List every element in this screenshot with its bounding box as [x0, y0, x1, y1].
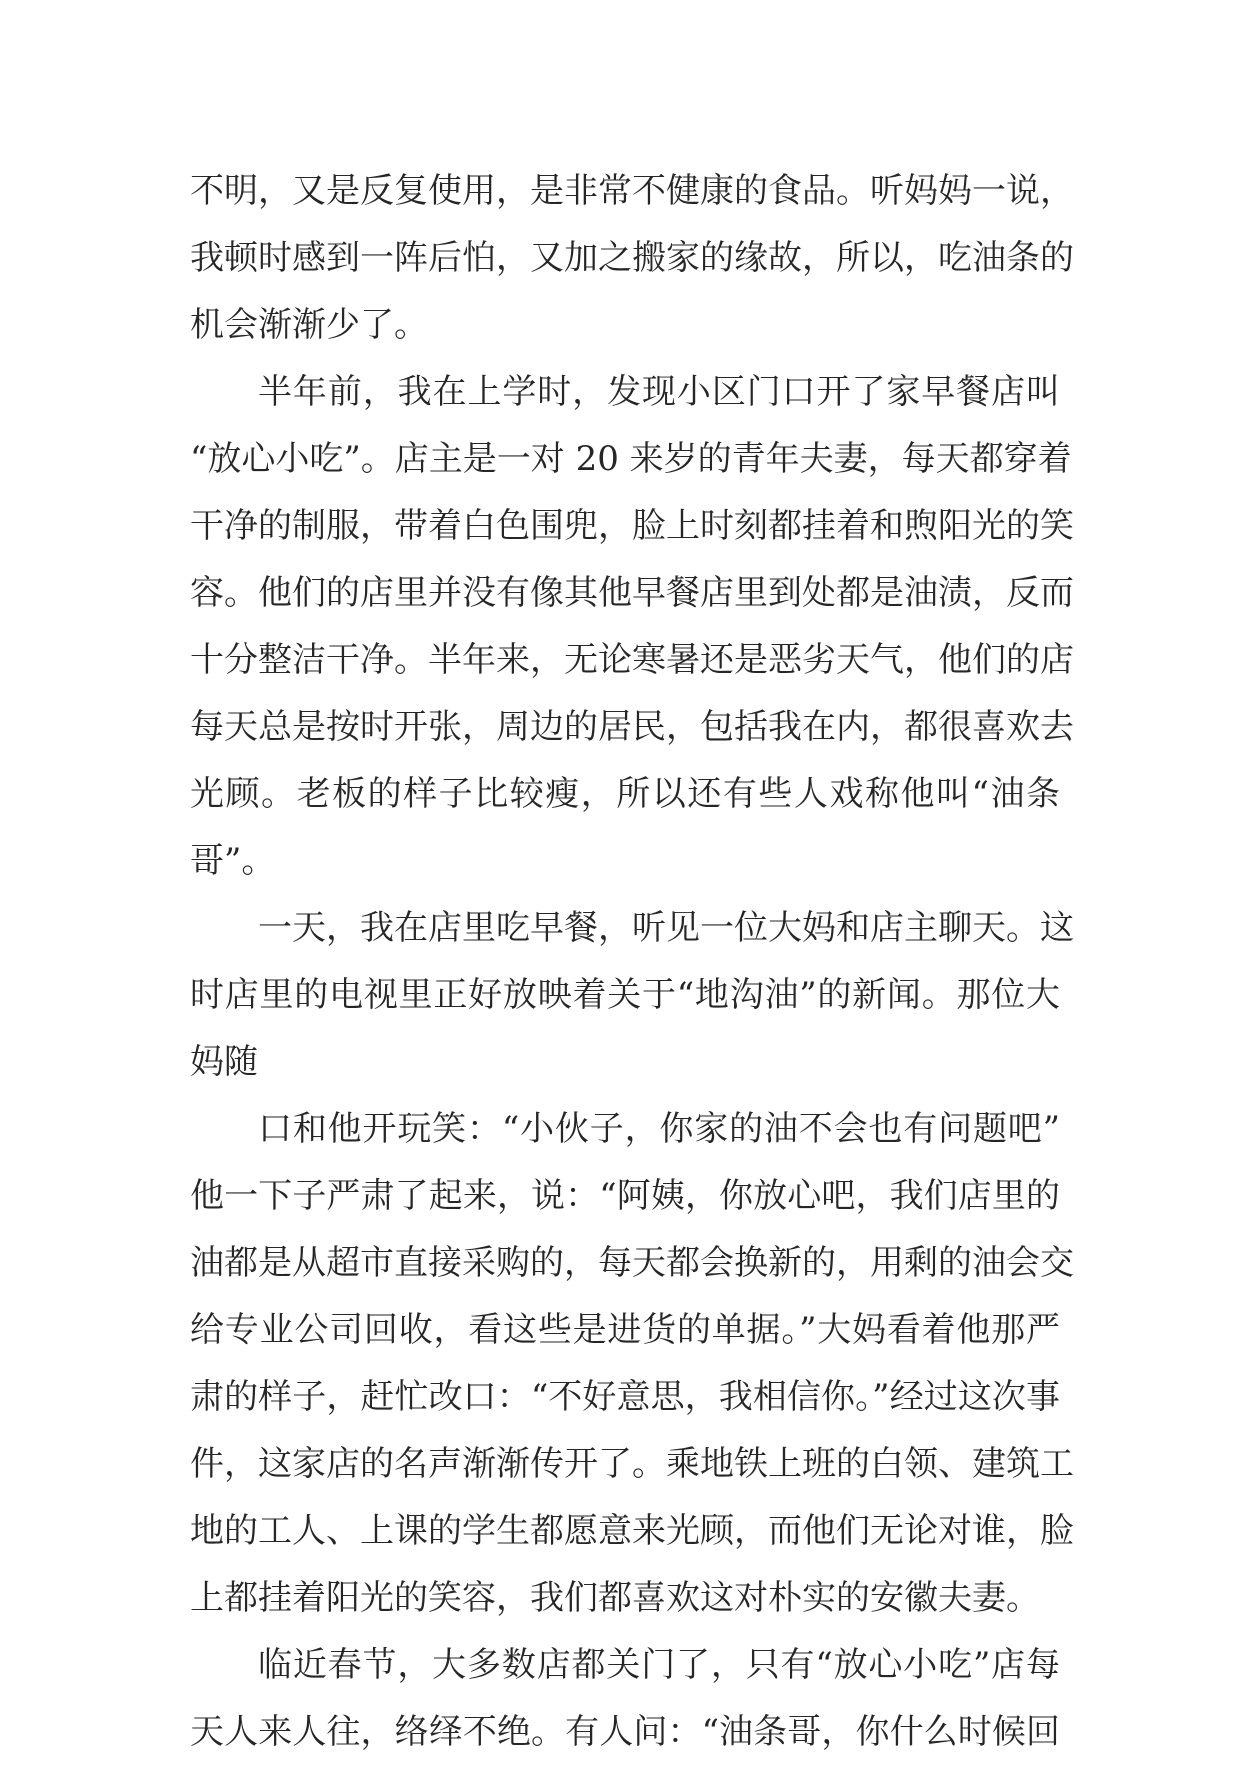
text-line: 临近春节，大多数店都关门了，只有“放心小吃”店每 — [258, 1645, 1060, 1685]
text-line: 给专业公司回收，看这些是进货的单据。”大妈看着他那严 — [190, 1310, 1060, 1350]
text-line: 不明，又是反复使用，是非常不健康的食品。听妈妈一说， — [190, 171, 1074, 211]
document-body-text — [190, 158, 1074, 1766]
text-line: 他一下子严肃了起来，说：“阿姨，你放心吧，我们店里的 — [190, 1176, 1060, 1216]
text-line: 天人来人往，络绎不绝。有人问：“油条哥，你什么时候回 — [190, 1712, 1060, 1752]
text-line: 地的工人、上课的学生都愿意来光顾，而他们无论对谁，脸 — [190, 1511, 1074, 1551]
text-line: 上都挂着阳光的笑容，我们都喜欢这对朴实的安徽夫妻。 — [190, 1578, 1040, 1618]
text-line: 油都是从超市直接采购的，每天都会换新的，用剩的油会交 — [190, 1243, 1074, 1283]
text-line: 容。他们的店里并没有像其他早餐店里到处都是油渍，反而 — [190, 573, 1074, 613]
text-line: 口和他开玩笑：“小伙子，你家的油不会也有问题吧” — [258, 1109, 1060, 1149]
text-line: 一天，我在店里吃早餐，听见一位大妈和店主聊天。这 — [258, 908, 1074, 948]
text-line: “放心小吃”。店主是一对 20 来岁的青年夫妻，每天都穿着 — [190, 439, 1072, 479]
text-line: 妈随 — [190, 1042, 258, 1082]
text-line: 半年前，我在上学时，发现小区门口开了家早餐店叫 — [258, 372, 1060, 412]
text-line: 机会渐渐少了。 — [190, 305, 428, 345]
text-line: 时店里的电视里正好放映着关于“地沟油”的新闻。那位大 — [190, 975, 1060, 1015]
text-line: 哥”。 — [190, 841, 276, 881]
text-line: 我顿时感到一阵后怕，又加之搬家的缘故，所以，吃油条的 — [190, 238, 1074, 278]
text-line: 十分整洁干净。半年来，无论寒暑还是恶劣天气，他们的店 — [190, 640, 1074, 680]
text-line: 肃的样子，赶忙改口：“不好意思，我相信你。”经过这次事 — [190, 1377, 1060, 1417]
text-line: 件，这家店的名声渐渐传开了。乘地铁上班的白领、建筑工 — [190, 1444, 1074, 1484]
text-line: 每天总是按时开张，周边的居民，包括我在内，都很喜欢去 — [190, 707, 1074, 747]
text-line: 光顾。老板的样子比较瘦，所以还有些人戏称他叫“油条 — [190, 774, 1060, 814]
text-line: 干净的制服，带着白色围兜，脸上时刻都挂着和煦阳光的笑 — [190, 506, 1074, 546]
